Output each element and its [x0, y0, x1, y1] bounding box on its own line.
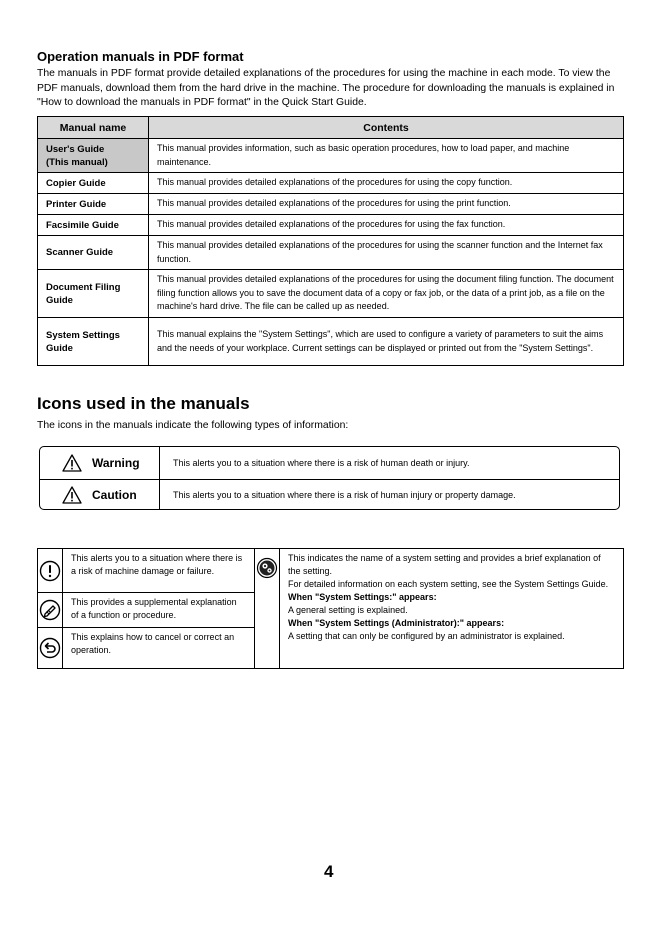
legend-icon-cell: [255, 549, 280, 669]
system-line2: For detailed information on each system setting, see the System Settings Guide.: [288, 579, 609, 589]
manual-name-cell: [38, 139, 149, 173]
table-row: [38, 194, 624, 215]
system-settings-description: [280, 549, 624, 669]
intro-paragraph: The manuals in PDF format provide detailed explanations of the procedures for using the machine in each mode. To view the PDF manuals, download them from the hard drive in the machine. The procedure for downloading the manuals is explained in "How to download the manuals in PDF format" in the Quick Start Guide.: [37, 68, 615, 109]
caution-triangle-icon: [62, 486, 82, 504]
manuals-table: [37, 116, 624, 366]
manual-contents-cell: This manual explains the "System Settings", which are used to configure a variety of parameters to suit the aims and the needs of your workplace. Current settings can be displayed or printed out from the "System Settings".: [149, 318, 624, 366]
manual-name-line1: System Settings: [46, 329, 120, 341]
manual-name-line2: (This manual): [46, 156, 108, 168]
warning-label: Warning: [92, 456, 140, 470]
manual-contents-cell: This manual provides detailed explanations of the procedures for using the document filing function. The document filing function allows you to save the document data of a copy or fax job, or the data of a print job, as a file on the machine's hard drive. The file can be called up as needed.: [149, 270, 624, 318]
warning-row: [40, 447, 619, 480]
legend-text: This alerts you to a situation where there is a risk of machine damage or failure.: [63, 549, 255, 593]
manual-name-cell: Printer Guide: [38, 194, 149, 215]
table-row: [38, 215, 624, 236]
manual-name-line2: Guide: [46, 342, 73, 354]
manual-name-cell: Facsimile Guide: [38, 215, 149, 236]
system-line1: This indicates the name of a system setting and provides a brief explanation of the setting.: [288, 553, 601, 576]
exclamation-circle-icon: [39, 560, 61, 582]
system-heading1: When "System Settings:" appears:: [288, 592, 437, 602]
icons-heading: Icons used in the manuals: [37, 394, 250, 413]
warning-box: [39, 446, 620, 510]
pencil-note-icon: [39, 599, 61, 621]
legend-icon-cell: [38, 593, 63, 628]
table-row: [38, 139, 624, 173]
system-text1: A general setting is explained.: [288, 605, 408, 615]
caution-label-cell: [40, 479, 160, 510]
caution-row: [40, 479, 619, 510]
table-row: [38, 173, 624, 194]
legend-icon-cell: [38, 628, 63, 669]
manual-name-cell: Copier Guide: [38, 173, 149, 194]
manual-name-line1: Document Filing: [46, 281, 121, 293]
legend-icon-cell: [38, 549, 63, 593]
manual-contents-cell: This manual provides detailed explanations of the procedures for using the print function.: [149, 194, 624, 215]
caution-label: Caution: [92, 487, 137, 502]
manual-contents-cell: This manual provides detailed explanations of the procedures for using the fax function.: [149, 215, 624, 236]
page-number: 4: [324, 862, 334, 881]
table-row: [38, 270, 624, 318]
manual-name-cell: [38, 318, 149, 366]
manual-contents-cell: This manual provides information, such as basic operation procedures, how to load paper, and machine maintenance.: [149, 139, 624, 173]
legend-row: [38, 549, 624, 593]
warning-label-cell: [40, 447, 160, 479]
section-heading: Operation manuals in PDF format: [37, 49, 244, 64]
manual-name-cell: Scanner Guide: [38, 236, 149, 270]
legend-text: This provides a supplemental explanation of a function or procedure.: [63, 593, 255, 628]
icon-legend-table: [37, 548, 624, 669]
system-settings-gear-icon: [256, 557, 278, 579]
manual-contents-cell: This manual provides detailed explanations of the procedures for using the scanner function and the Internet fax function.: [149, 236, 624, 270]
manual-name-line1: User's Guide: [46, 143, 105, 155]
warning-text: This alerts you to a situation where there is a risk of human death or injury.: [173, 458, 470, 468]
warning-triangle-icon: [62, 454, 82, 472]
manual-name-cell: [38, 270, 149, 318]
table-row: [38, 236, 624, 270]
header-contents: Contents: [149, 117, 624, 139]
manual-contents-cell: This manual provides detailed explanations of the procedures for using the copy function.: [149, 173, 624, 194]
table-header-row: [38, 117, 624, 139]
manual-name-line2: Guide: [46, 294, 73, 306]
system-heading2: When "System Settings (Administrator):" appears:: [288, 618, 505, 628]
cancel-return-icon: [39, 637, 61, 659]
header-manual-name: Manual name: [38, 117, 149, 139]
legend-text: This explains how to cancel or correct an operation.: [63, 628, 255, 669]
table-row: [38, 318, 624, 366]
caution-text: This alerts you to a situation where there is a risk of human injury or property damage.: [173, 489, 516, 500]
icons-intro: The icons in the manuals indicate the following types of information:: [37, 420, 349, 431]
system-text2: A setting that can only be configured by an administrator is explained.: [288, 631, 565, 641]
